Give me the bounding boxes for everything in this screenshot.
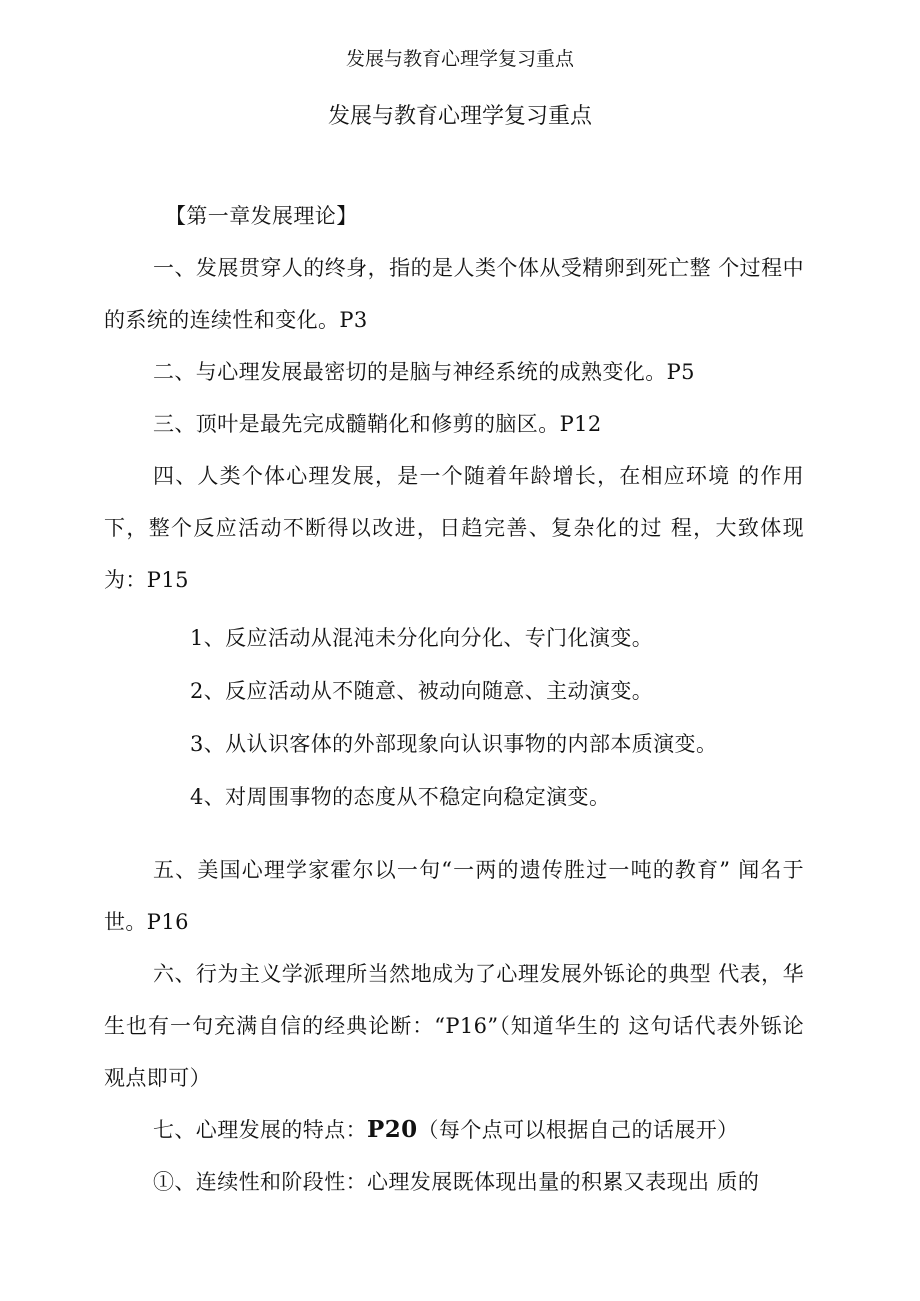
list-item-2: 2、反应活动从不随意、被动向随意、主动演变。 xyxy=(190,679,654,703)
list-item-4: 4、对周围事物的态度从不稳定向稳定演变。 xyxy=(190,785,611,809)
list-item-3: 3、从认识客体的外部现象向认识事物的内部本质演变。 xyxy=(190,732,718,756)
chapter-heading: 【第一章发展理论】 xyxy=(165,204,358,228)
paragraph-7 xyxy=(104,1104,804,1156)
document-body xyxy=(104,190,804,1208)
document-title: 发展与教育心理学复习重点 xyxy=(327,104,592,129)
paragraph-5: 五、美国心理学家霍尔以一句“一两的遗传胜过一吨的教育” 闻名于世。P16 xyxy=(104,858,804,934)
paragraph-4: 四、人类个体心理发展，是一个随着年龄增长，在相应环境 的作用下，整个反应活动不断得以改进，日趋完善、复杂化的过 程，大致体现为：P15 xyxy=(104,464,804,592)
paragraph-7-prefix: 七、心理发展的特点： xyxy=(153,1118,367,1142)
page-reference: P20 xyxy=(367,1116,418,1143)
paragraph-2: 二、与心理发展最密切的是脑与神经系统的成熟变化。P5 xyxy=(153,360,695,384)
paragraph-6: 六、行为主义学派理所当然地成为了心理发展外铄论的典型 代表，华生也有一句充满自信的经典论断：“P16”（知道华生的 这句话代表外铄论观点即可） xyxy=(104,962,804,1090)
list-item-1: 1、反应活动从混沌未分化向分化、专门化演变。 xyxy=(190,626,654,650)
running-header: 发展与教育心理学复习重点 xyxy=(345,48,574,70)
paragraph-8: ①、连续性和阶段性：心理发展既体现出量的积累又表现出 质的 xyxy=(153,1170,760,1194)
paragraph-1: 一、发展贯穿人的终身，指的是人类个体从受精卵到死亡整 个过程中的系统的连续性和变化。P3 xyxy=(104,256,804,332)
paragraph-7-suffix: （每个点可以根据自己的话展开） xyxy=(417,1118,739,1142)
paragraph-3: 三、顶叶是最先完成髓鞘化和修剪的脑区。P12 xyxy=(153,412,602,436)
